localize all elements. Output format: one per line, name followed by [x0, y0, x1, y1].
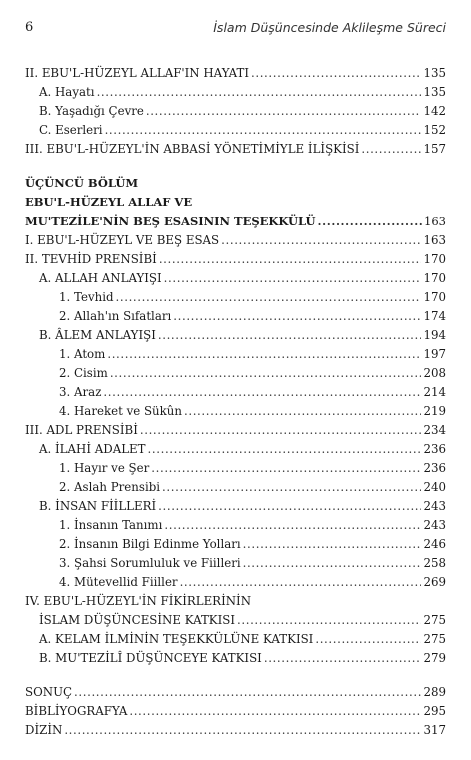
dot-leader	[146, 102, 422, 121]
toc-entry[interactable]	[25, 721, 446, 740]
dot-leader	[103, 383, 421, 402]
toc-entry[interactable]	[25, 83, 446, 102]
toc-entry-label: 4. Mütevellid Fiiller	[59, 575, 178, 589]
toc-entry-chapter[interactable]	[25, 212, 446, 231]
toc-entry-page: 135	[423, 66, 446, 80]
toc-entry-label: İSLAM DÜŞÜNCESİNE KATKISI	[39, 613, 236, 627]
toc-entry-page: 295	[423, 704, 446, 718]
toc-entry-label: 2. Allah'ın Sıfatları	[59, 309, 172, 323]
toc-entry-page: 258	[423, 556, 446, 570]
toc-entry[interactable]	[25, 64, 446, 83]
toc-entry[interactable]	[25, 326, 446, 345]
toc-entry-page: 240	[423, 480, 446, 494]
toc-entry[interactable]	[25, 421, 446, 440]
toc-entry-page: 279	[423, 651, 446, 665]
toc-entry[interactable]	[25, 649, 446, 668]
toc-entry-label: 1. Atom	[59, 347, 106, 361]
toc-entry-page: 269	[423, 575, 446, 589]
toc-entry-page: 152	[423, 123, 446, 137]
toc-entry-page: 208	[423, 366, 446, 380]
toc-entry[interactable]	[25, 702, 446, 721]
chapter-subtitle-line2: MU'TEZİLE'NİN BEŞ ESASININ TEŞEKKÜLÜ	[25, 214, 316, 228]
table-of-contents	[25, 64, 446, 740]
toc-entry-label: A. İLAHİ ADALET	[39, 442, 146, 456]
dot-leader	[110, 364, 422, 383]
toc-entry-page: 234	[423, 423, 446, 437]
toc-entry[interactable]	[25, 383, 446, 402]
toc-entry-page: 142	[423, 104, 446, 118]
toc-entry-page: 174	[423, 309, 446, 323]
toc-entry-label: 2. Cisim	[59, 366, 108, 380]
toc-entry[interactable]	[25, 402, 446, 421]
dot-leader	[180, 573, 422, 592]
toc-entry-label: B. Yaşadığı Çevre	[39, 104, 144, 118]
section-gap	[25, 668, 446, 683]
chapter-title: ÜÇÜNCÜ BÖLÜM	[25, 176, 139, 190]
dot-leader	[105, 121, 422, 140]
toc-entry[interactable]	[25, 250, 446, 269]
toc-entry[interactable]	[25, 630, 446, 649]
toc-entry-label: II. EBU'L-HÜZEYL ALLAF'IN HAYATI	[25, 66, 249, 80]
toc-entry[interactable]	[25, 269, 446, 288]
toc-entry[interactable]	[25, 478, 446, 497]
toc-entry-page: 194	[423, 328, 446, 342]
toc-entry-page: 275	[423, 613, 446, 627]
dot-leader	[158, 497, 421, 516]
toc-entry-page: 170	[423, 252, 446, 266]
toc-entry-label: DİZİN	[25, 723, 63, 737]
toc-entry-label: I. EBU'L-HÜZEYL VE BEŞ ESAS	[25, 233, 220, 247]
toc-entry[interactable]	[25, 288, 446, 307]
toc-entry-label: C. Eserleri	[39, 123, 103, 137]
toc-entry-page: 246	[423, 537, 446, 551]
toc-entry-page: 163	[423, 233, 446, 247]
toc-entry-page: 214	[423, 385, 446, 399]
toc-entry-label: IV. EBU'L-HÜZEYL'İN FİKİRLERİNİN	[25, 594, 252, 608]
toc-entry[interactable]	[25, 683, 446, 702]
running-title: İslam Düşüncesinde Akli̇leşme Süreci	[213, 20, 446, 35]
toc-entry[interactable]	[25, 440, 446, 459]
dot-leader	[251, 64, 421, 83]
toc-entry[interactable]	[25, 140, 446, 159]
toc-entry[interactable]	[25, 459, 446, 478]
page-number: 6	[25, 20, 34, 35]
dot-leader	[129, 702, 421, 721]
toc-entry-page: 135	[423, 85, 446, 99]
toc-entry[interactable]	[25, 554, 446, 573]
toc-entry-iv-line1[interactable]	[25, 592, 446, 611]
dot-leader	[158, 326, 422, 345]
toc-entry-page: 243	[423, 499, 446, 513]
toc-entry-label: 1. İnsanın Tanımı	[59, 518, 163, 532]
dot-leader	[318, 212, 422, 231]
dot-leader	[315, 630, 421, 649]
dot-leader	[97, 83, 422, 102]
toc-entry-page: 219	[423, 404, 446, 418]
toc-entry-label: 2. Aslah Prensibi	[59, 480, 161, 494]
toc-entry-label: 4. Hareket ve Sükûn	[59, 404, 182, 418]
toc-entry[interactable]	[25, 102, 446, 121]
dot-leader	[173, 307, 421, 326]
toc-entry[interactable]	[25, 307, 446, 326]
chapter-subtitle-line1: EBU'L-HÜZEYL ALLAF VE	[25, 195, 193, 209]
toc-entry-label: A. KELAM İLMİNİN TEŞEKKÜLÜNE KATKISI	[39, 632, 314, 646]
dot-leader	[164, 516, 421, 535]
dot-leader	[162, 478, 421, 497]
dot-leader	[221, 231, 421, 250]
toc-entry-page: 243	[423, 518, 446, 532]
dot-leader	[243, 554, 422, 573]
toc-entry-label: III. ADL PRENSİBİ	[25, 423, 138, 437]
toc-entry-label: B. İNSAN FİİLLERİ	[39, 499, 157, 513]
dot-leader	[148, 440, 422, 459]
toc-entry-label: BİBLİYOGRAFYA	[25, 704, 128, 718]
dot-leader	[164, 269, 422, 288]
toc-entry[interactable]	[25, 497, 446, 516]
toc-entry-label: 3. Araz	[59, 385, 102, 399]
toc-entry-page: 275	[423, 632, 446, 646]
dot-leader	[140, 421, 422, 440]
section-gap	[25, 159, 446, 174]
dot-leader	[361, 140, 421, 159]
toc-entry-label: 2. İnsanın Bilgi Edinme Yolları	[59, 537, 241, 551]
dot-leader	[159, 250, 422, 269]
dot-leader	[243, 535, 422, 554]
page-header	[25, 20, 446, 40]
dot-leader	[74, 683, 421, 702]
toc-entry-page: 170	[423, 290, 446, 304]
toc-entry[interactable]	[25, 364, 446, 383]
dot-leader	[237, 611, 421, 630]
toc-entry-label: III. EBU'L-HÜZEYL'İN ABBASİ YÖNETİMİYLE İLİŞKİSİ	[25, 142, 360, 156]
toc-entry[interactable]	[25, 535, 446, 554]
toc-entry-label: 1. Tevhid	[59, 290, 114, 304]
toc-entry-page: 163	[424, 214, 446, 228]
dot-leader	[64, 721, 421, 740]
toc-entry-label: B. MU'TEZİLÎ DÜŞÜNCEYE KATKISI	[39, 651, 262, 665]
toc-entry-page: 170	[423, 271, 446, 285]
toc-entry-label: B. ÂLEM ANLAYIŞI	[39, 328, 156, 342]
dot-leader	[151, 459, 421, 478]
toc-entry-label: A. Hayatı	[39, 85, 95, 99]
toc-entry-label: II. TEVHİD PRENSİBİ	[25, 252, 157, 266]
toc-entry-label: 1. Hayır ve Şer	[59, 461, 150, 475]
toc-entry-label: A. ALLAH ANLAYIŞI	[39, 271, 162, 285]
toc-entry-page: 236	[423, 442, 446, 456]
dot-leader	[184, 402, 421, 421]
toc-entry[interactable]	[25, 516, 446, 535]
toc-entry-page: 289	[423, 685, 446, 699]
toc-entry-page: 236	[423, 461, 446, 475]
toc-entry-label: 3. Şahsi Sorumluluk ve Fiilleri	[59, 556, 241, 570]
toc-entry[interactable]	[25, 121, 446, 140]
dot-leader	[264, 649, 422, 668]
toc-entry[interactable]	[25, 611, 446, 630]
toc-entry[interactable]	[25, 231, 446, 250]
toc-entry-page: 197	[423, 347, 446, 361]
toc-entry-label: SONUÇ	[25, 685, 73, 699]
toc-entry-page: 317	[423, 723, 446, 737]
toc-entry[interactable]	[25, 573, 446, 592]
dot-leader	[107, 345, 421, 364]
toc-entry-page: 157	[423, 142, 446, 156]
dot-leader	[116, 288, 422, 307]
toc-entry[interactable]	[25, 345, 446, 364]
